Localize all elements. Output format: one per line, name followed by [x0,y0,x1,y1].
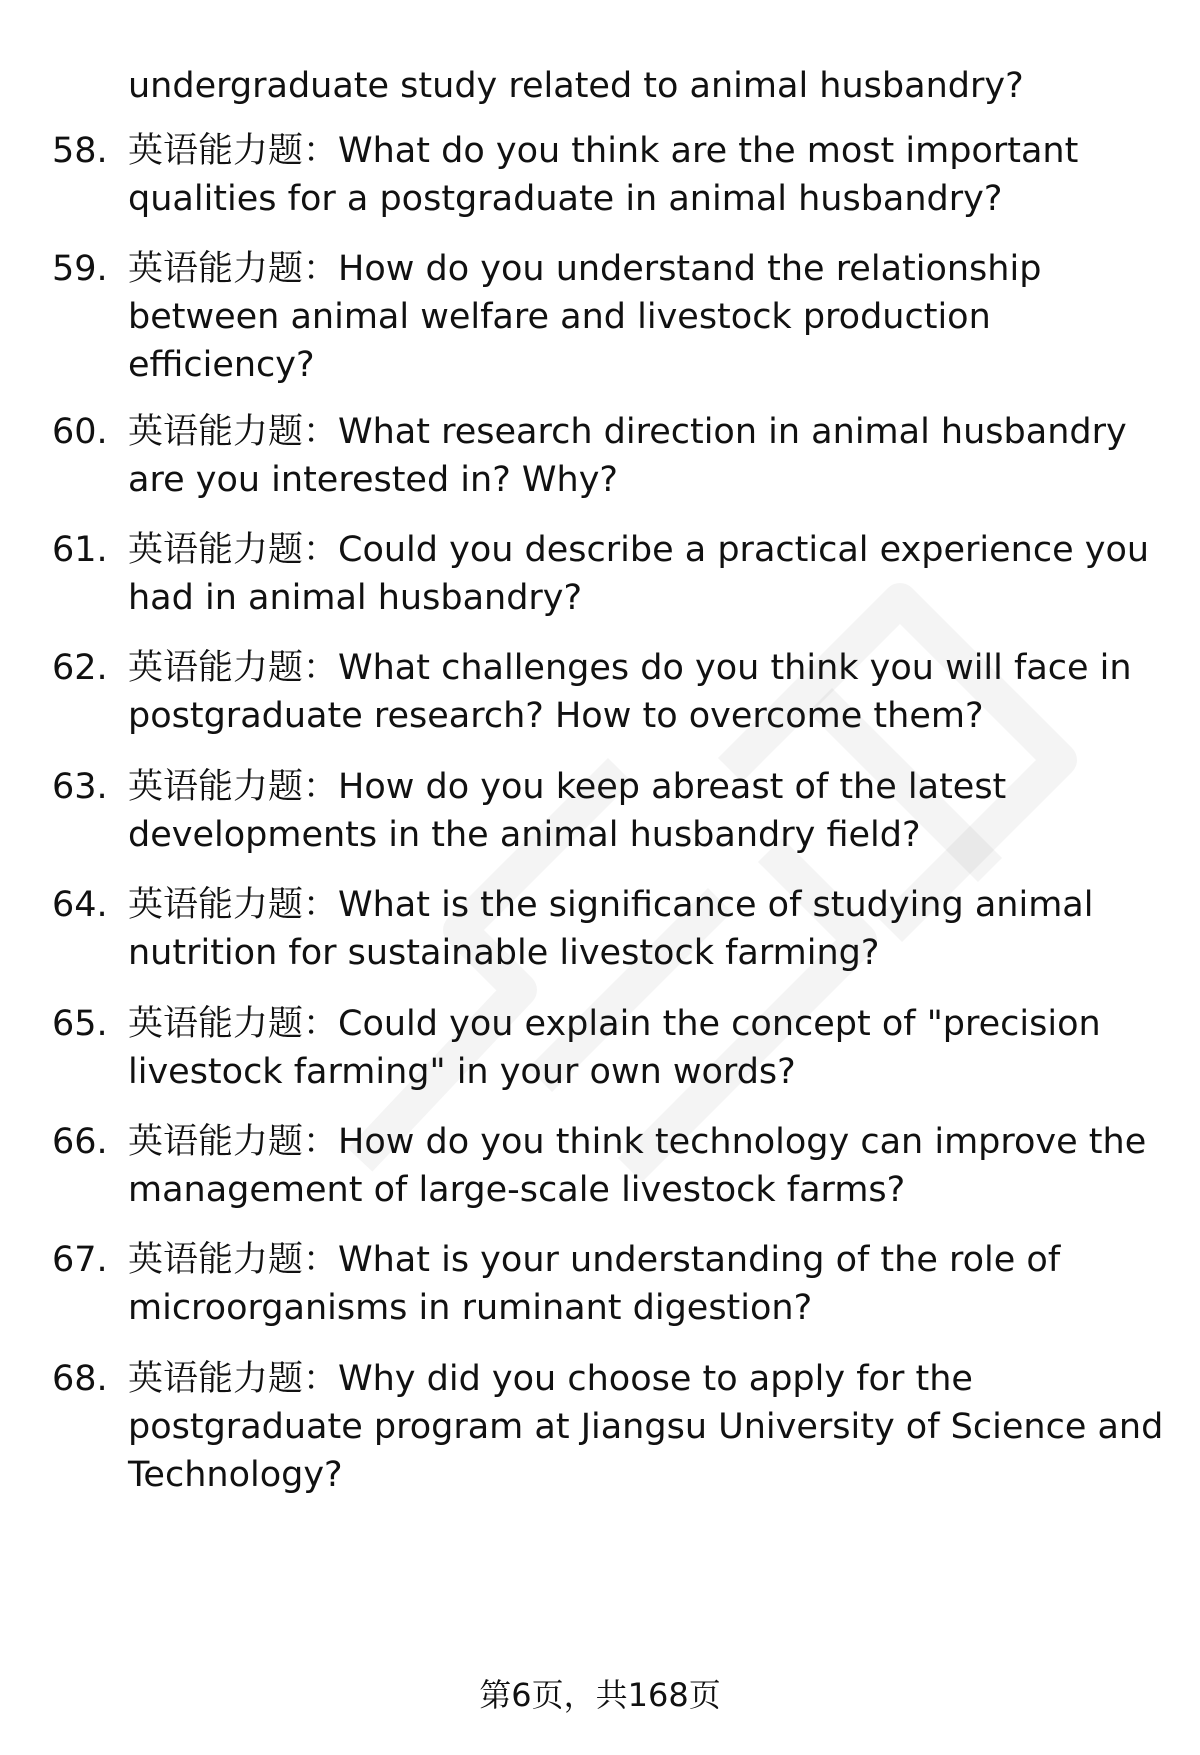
question-line: What research direction in animal husbandry [338,412,1127,452]
page-number-footer: 第6页，共168页 [479,1676,721,1714]
continued-question-line: undergraduate study related to animal husbandry? [128,66,1024,106]
question-number: 68. [52,1359,108,1399]
question-number: 67. [52,1240,108,1280]
question-number: 59. [52,249,108,289]
question-number: 63. [52,767,108,807]
question-line: What is your understanding of the role of [338,1240,1061,1280]
question-line: efficiency? [128,345,315,385]
question-text [128,1118,1158,1214]
question-text [128,526,1158,622]
question-text [128,1236,1158,1332]
question-line: management of large-scale livestock farms? [128,1170,906,1210]
question-text [128,1000,1158,1096]
question-type-label: 英语能力题： [128,885,339,925]
question-type-label: 英语能力题： [128,1004,339,1044]
question-line: How do you think technology can improve the [338,1122,1147,1162]
question-text [128,763,1158,859]
question-line: Technology? [128,1455,343,1495]
question-line: postgraduate research? How to overcome them? [128,696,984,736]
question-text [128,245,1158,389]
question-type-label: 英语能力题： [128,249,339,289]
question-type-label: 英语能力题： [128,648,339,688]
question-line: microorganisms in ruminant digestion? [128,1288,813,1328]
question-line: Why did you choose to apply for the [338,1359,973,1399]
question-number: 61. [52,530,108,570]
question-text [128,1355,1164,1499]
question-type-label: 英语能力题： [128,412,339,452]
question-type-label: 英语能力题： [128,530,339,570]
question-line: Could you describe a practical experience you [338,530,1150,570]
question-text [128,644,1158,740]
question-line: What is the significance of studying animal [338,885,1094,925]
question-line: qualities for a postgraduate in animal husbandry? [128,179,1003,219]
question-text [128,408,1158,504]
question-number: 66. [52,1122,108,1162]
question-line: are you interested in? Why? [128,460,618,500]
question-line: nutrition for sustainable livestock farming? [128,933,880,973]
question-type-label: 英语能力题： [128,1122,339,1162]
question-type-label: 英语能力题： [128,1359,339,1399]
question-number: 60. [52,412,108,452]
question-line: had in animal husbandry? [128,578,583,618]
question-number: 58. [52,131,108,171]
question-line: livestock farming" in your own words? [128,1052,796,1092]
question-line: How do you keep abreast of the latest [338,767,1007,807]
question-text [128,881,1158,977]
question-line: What do you think are the most important [338,131,1079,171]
question-text [128,127,1158,223]
question-type-label: 英语能力题： [128,1240,339,1280]
question-line: How do you understand the relationship [338,249,1042,289]
question-type-label: 英语能力题： [128,767,339,807]
question-line: Could you explain the concept of "precision [338,1004,1101,1044]
question-number: 65. [52,1004,108,1044]
watermark-logo [300,520,1120,1220]
question-number: 64. [52,885,108,925]
question-line: developments in the animal husbandry field? [128,815,921,855]
question-line: What challenges do you think you will face in [338,648,1132,688]
question-type-label: 英语能力题： [128,131,339,171]
question-line: postgraduate program at Jiangsu University of Science and [128,1407,1164,1447]
question-line: between animal welfare and livestock production [128,297,991,337]
question-number: 62. [52,648,108,688]
